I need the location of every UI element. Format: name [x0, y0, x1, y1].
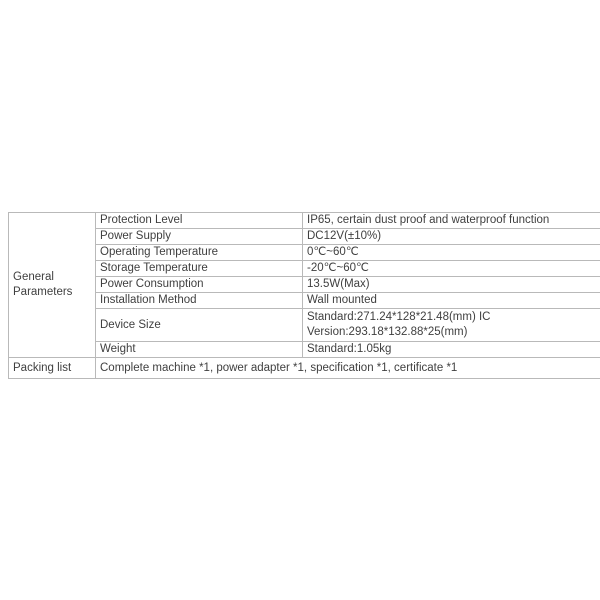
device-size-line-1: Standard:271.24*128*21.48(mm) IC: [307, 311, 491, 323]
parameter-value-power-supply: DC12V(±10%): [303, 229, 600, 245]
parameter-value-weight: Standard:1.05kg: [303, 342, 600, 358]
table-row: [9, 309, 600, 342]
parameter-value-protection-level: IP65, certain dust proof and waterproof function: [303, 213, 600, 229]
parameter-name-installation-method: Installation Method: [96, 293, 303, 309]
parameter-name-power-consumption: Power Consumption: [96, 277, 303, 293]
specification-table: [8, 212, 600, 379]
row-group-label-general-parameters: [9, 213, 96, 358]
table-row: [9, 293, 600, 309]
parameter-value-packing-list: Complete machine *1, power adapter *1, specification *1, certificate *1: [96, 358, 600, 379]
parameter-name-storage-temperature: Storage Temperature: [96, 261, 303, 277]
parameter-name-power-supply: Power Supply: [96, 229, 303, 245]
table-row: [9, 277, 600, 293]
row-group-label-packing-list: Packing list: [9, 358, 96, 379]
device-size-line-2: Version:293.18*132.88*25(mm): [307, 326, 468, 338]
group-label-line-1: General: [13, 271, 54, 283]
parameter-value-storage-temperature: -20℃~60℃: [303, 261, 600, 277]
parameter-value-installation-method: Wall mounted: [303, 293, 600, 309]
table-row: [9, 213, 600, 229]
specification-table-container: [8, 212, 592, 379]
parameter-name-device-size: Device Size: [96, 309, 303, 342]
group-label-line-2: Parameters: [13, 286, 73, 298]
table-row: [9, 342, 600, 358]
specification-table-body: [9, 213, 600, 379]
parameter-name-operating-temperature: Operating Temperature: [96, 245, 303, 261]
parameter-value-device-size: [303, 309, 600, 342]
table-row: [9, 261, 600, 277]
parameter-value-power-consumption: 13.5W(Max): [303, 277, 600, 293]
parameter-name-weight: Weight: [96, 342, 303, 358]
parameter-name-protection-level: Protection Level: [96, 213, 303, 229]
table-row: [9, 358, 600, 379]
parameter-value-operating-temperature: 0℃~60℃: [303, 245, 600, 261]
table-row: [9, 245, 600, 261]
table-row: [9, 229, 600, 245]
